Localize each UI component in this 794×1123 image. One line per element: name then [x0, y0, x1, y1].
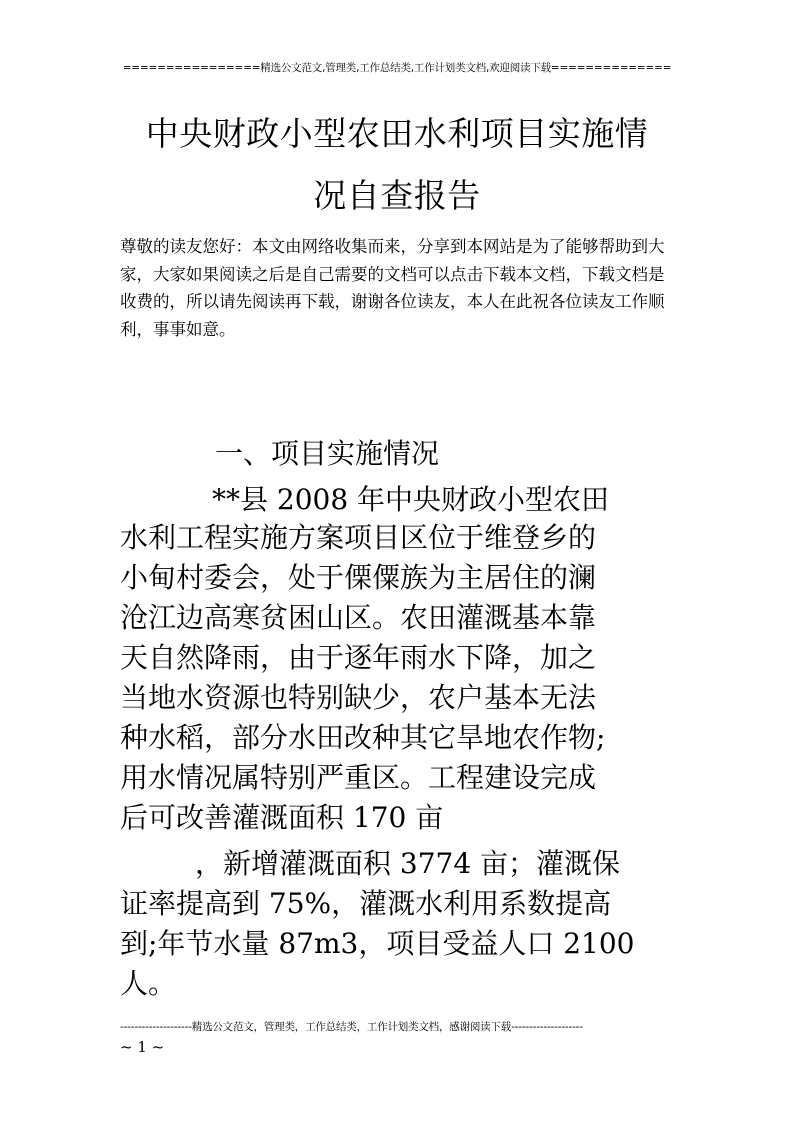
section-heading: 一、项目实施情况: [215, 437, 440, 470]
body-line: ，新增灌溉面积 3774 亩；灌溉保: [195, 847, 621, 880]
body-line: 当地水资源也特别缺少，农户基本无法: [120, 681, 597, 714]
body-line: 人。: [120, 967, 177, 1000]
body-line: 沧江边高寒贫困山区。农田灌溉基本靠: [120, 601, 597, 634]
notice-line: 利，事事如意。: [120, 319, 236, 339]
body-line: 证率提高到 75%，灌溉水利用系数提高: [120, 887, 612, 920]
page-number: ~ 1 ~: [120, 1038, 165, 1056]
body-line: **县 2008 年中央财政小型农田: [212, 483, 610, 516]
body-line: 种水稻，部分水田改种其它旱地农作物;: [120, 721, 606, 754]
body-line: 到;年节水量 87m3，项目受益人口 2100: [120, 927, 635, 960]
notice-line: 尊敬的读友您好：本文由网络收集而来，分享到本网站是为了能够帮助到大: [120, 237, 665, 256]
body-line: 天自然降雨，由于逐年雨水下降，加之: [120, 641, 597, 674]
notice-line: 家，大家如果阅读之后是自己需要的文档可以点击下载本文档，下载文档是: [120, 264, 665, 284]
reader-notice: [120, 233, 678, 343]
page-header-banner: ================精选公文范文,管理类,工作总结类,工作计划类文档,欢迎阅读下载==============: [122, 62, 672, 74]
body-line: 用水情况属特别严重区。工程建设完成: [120, 761, 597, 794]
body-line: 水利工程实施方案项目区位于维登乡的: [120, 521, 597, 554]
page-footer-banner: --------------------精选公文范文，管理类，工作总结类，工作计划类文档，感谢阅读下载--------------------: [120, 1021, 583, 1033]
document-title-line-1: 中央财政小型农田水利项目实施情: [145, 114, 649, 153]
notice-line: 收费的，所以请先阅读再下载，谢谢各位读友，本人在此祝各位读友工作顺: [120, 292, 665, 311]
body-line: 后可改善灌溉面积 170 亩: [120, 801, 444, 834]
document-title-line-2: 况自查报告: [313, 176, 481, 215]
body-line: 小甸村委会，处于傈僳族为主居住的澜: [120, 561, 597, 594]
